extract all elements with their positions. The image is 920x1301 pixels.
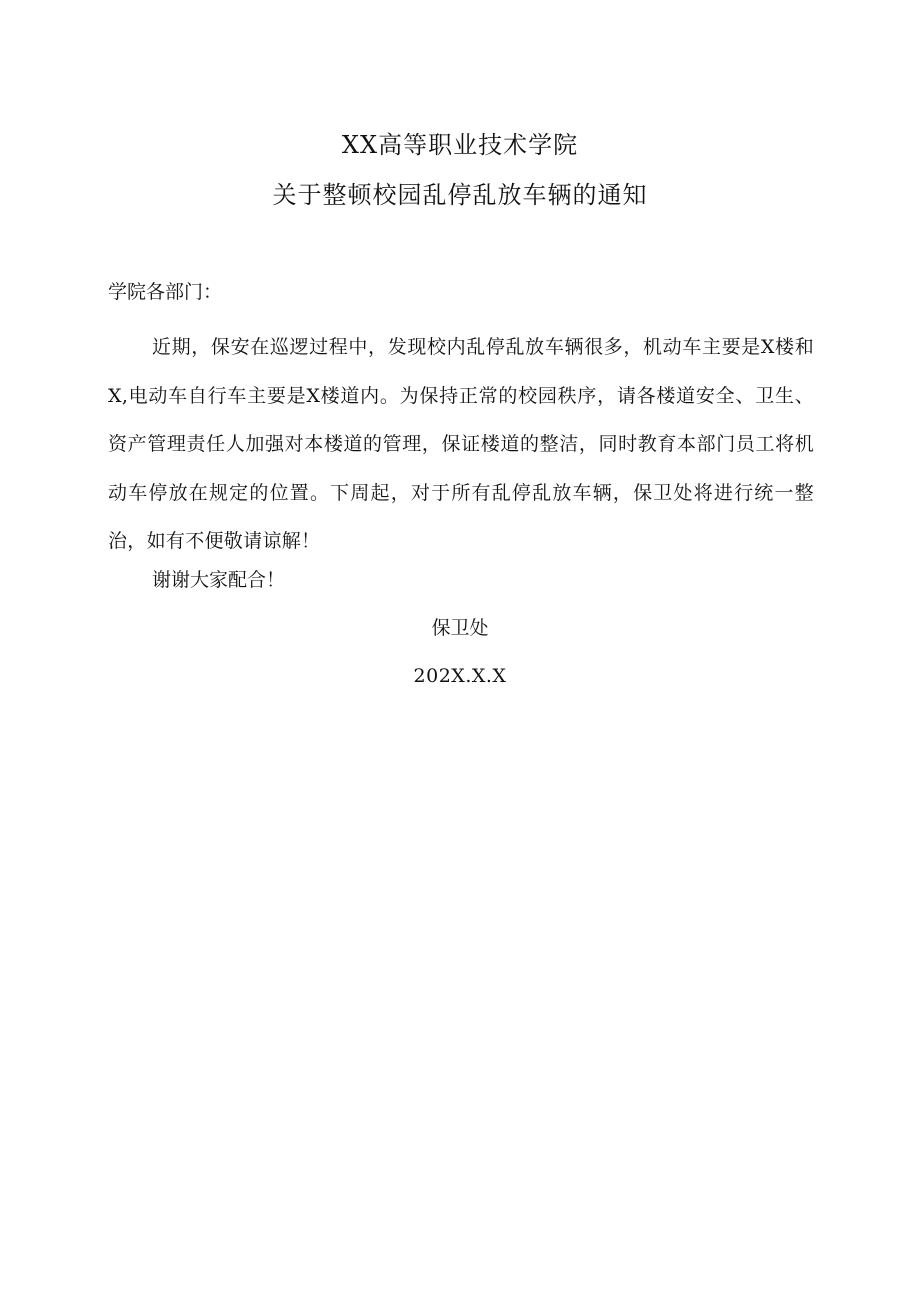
- salutation: 学院各部门：: [108, 281, 223, 303]
- document-title-notice: 关于整顿校园乱停乱放车辆的通知: [272, 181, 648, 209]
- signature-department: 保卫处: [431, 617, 489, 639]
- body-paragraph: 近期，保安在巡逻过程中，发现校内乱停乱放车辆很多，机动车主要是X楼和X,电动车自行车主要是X楼道内。为保持正常的校园秩序，请各楼道安全、卫生、资产管理责任人加强对本楼道的管理，保证楼道的整洁，同时教育本部门员工将机动车停放在规定的位置。下周起，对于所有乱停乱放车辆，保卫处将进行统一整治，如有不便敬请谅解！: [108, 336, 814, 552]
- document-title-institution: XX高等职业技术学院: [341, 131, 579, 159]
- document-date: 202X.X.X: [413, 665, 507, 687]
- thanks-line: 谢谢大家配合！: [152, 569, 286, 591]
